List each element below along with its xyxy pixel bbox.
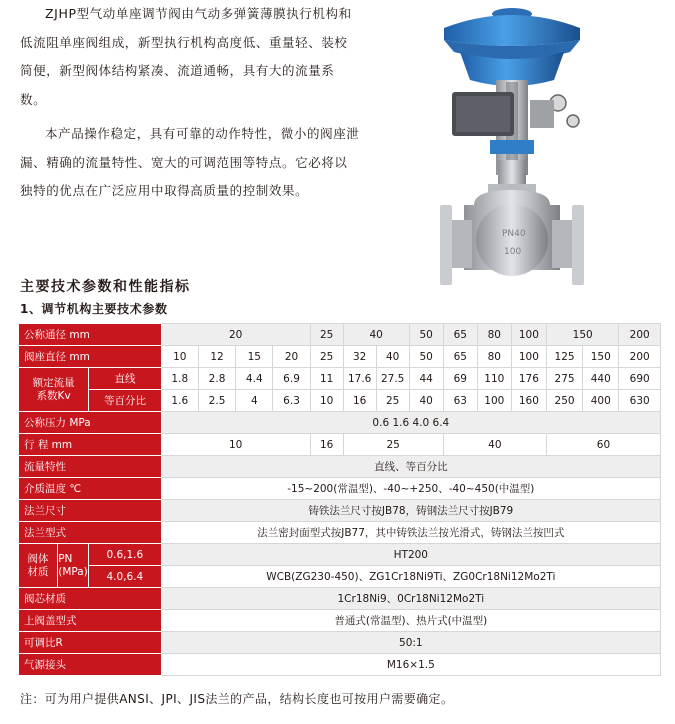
- cell: 0.6 1.6 4.0 6.4: [161, 412, 660, 434]
- intro-paragraph-2: 本产品操作稳定，具有可靠的动作特性，微小的阀座泄漏、精确的流量特性、宽大的可调范围等特点。它必将以独特的优点在广泛应用中取得高质量的控制效果。: [20, 126, 360, 198]
- cell: WCB(ZG230-450)、ZG1Cr18Ni9Ti、ZG0Cr18Ni12Mo2Ti: [161, 566, 660, 588]
- cell: 16: [343, 390, 376, 412]
- cell: 200: [619, 346, 661, 368]
- cell: 40: [443, 434, 546, 456]
- cell: 25: [376, 390, 409, 412]
- cell: 20: [273, 346, 310, 368]
- cell: 25: [310, 324, 343, 346]
- intro-text: [20, 0, 360, 206]
- cell: 20: [161, 324, 310, 346]
- label-nominal-diameter: 公称通径 mm: [19, 324, 162, 346]
- cell: 125: [546, 346, 582, 368]
- label-core-material: 阀芯材质: [19, 588, 162, 610]
- spec-table: [18, 323, 661, 676]
- cell: 15: [236, 346, 273, 368]
- casting-mark-size: 100: [504, 247, 522, 257]
- cell: 250: [546, 390, 582, 412]
- row-body-material-1: [19, 544, 661, 566]
- cell: 17.6: [343, 368, 376, 390]
- cell: 50:1: [161, 632, 660, 654]
- cell: 44: [409, 368, 443, 390]
- label-kv-linear: 直线: [89, 368, 161, 390]
- cell: 25: [343, 434, 443, 456]
- subsection-title: 1、调节机构主要技术参数: [20, 302, 168, 316]
- row-pressure: [19, 412, 661, 434]
- cell: 690: [619, 368, 661, 390]
- cell: -15~200(常温型)、-40~+250、-40~450(中温型): [161, 478, 660, 500]
- row-nominal-diameter: [19, 324, 661, 346]
- cell: 25: [310, 346, 343, 368]
- cell: 50: [409, 346, 443, 368]
- cell: 27.5: [376, 368, 409, 390]
- label-pn-high: 4.0,6.4: [106, 570, 144, 583]
- label-body-material-group: [19, 544, 162, 588]
- row-temperature: [19, 478, 661, 500]
- row-bonnet: [19, 610, 661, 632]
- cell: 100: [511, 324, 546, 346]
- label-travel: 行 程 mm: [19, 434, 162, 456]
- label-kv-percent: 等百分比: [89, 390, 161, 412]
- cell: 32: [343, 346, 376, 368]
- cell: 150: [583, 346, 619, 368]
- row-kv-percent: [19, 390, 661, 412]
- cell: 4: [236, 390, 273, 412]
- cell: 69: [443, 368, 477, 390]
- cell: 直线、等百分比: [161, 456, 660, 478]
- cell: 440: [583, 368, 619, 390]
- cell: 200: [619, 324, 661, 346]
- label-pn-low: 0.6,1.6: [89, 544, 161, 566]
- label-flange-type: 法兰型式: [19, 522, 162, 544]
- cell: 4.4: [236, 368, 273, 390]
- cell: 630: [619, 390, 661, 412]
- cell: 400: [583, 390, 619, 412]
- section-title: 主要技术参数和性能指标: [20, 279, 191, 295]
- cell: 100: [511, 346, 546, 368]
- cell: 160: [511, 390, 546, 412]
- cell: 10: [310, 390, 343, 412]
- row-core-material: [19, 588, 661, 610]
- row-flange-type: [19, 522, 661, 544]
- label-flow-characteristic: 流量特性: [19, 456, 162, 478]
- label-body-material: 阀体 材质: [19, 544, 58, 587]
- row-travel: [19, 434, 661, 456]
- cell: 12: [198, 346, 235, 368]
- cell: 40: [409, 390, 443, 412]
- cell: 铸铁法兰尺寸按JB78，铸钢法兰尺寸按JB79: [161, 500, 660, 522]
- cell: 6.3: [273, 390, 310, 412]
- intro-paragraph-1: ZJHP型气动单座调节阀由气动多弹簧薄膜执行机构和低流阻单座阀组成，新型执行机构高度低、重量轻、装校简便，新型阀体结构紧凑、流道通畅，具有大的流量系数。: [20, 6, 352, 107]
- casting-mark-pn: PN40: [502, 229, 526, 239]
- row-air-connection: [19, 654, 661, 676]
- cell: 2.5: [198, 390, 235, 412]
- cell: 100: [477, 390, 511, 412]
- label-temperature: 介质温度 ℃: [19, 478, 162, 500]
- cell: 50: [409, 324, 443, 346]
- cell: 6.9: [273, 368, 310, 390]
- label-seat-diameter: 阀座直径 mm: [19, 346, 162, 368]
- cell: HT200: [161, 544, 660, 566]
- cell: 1Cr18Ni9、0Cr18Ni12Mo2Ti: [161, 588, 660, 610]
- label-kv: 额定流量 系数Kv: [19, 368, 89, 412]
- cell: 65: [443, 346, 477, 368]
- cell: 110: [477, 368, 511, 390]
- cell: 60: [546, 434, 660, 456]
- label-rangeability: 可调比R: [19, 632, 162, 654]
- row-flow-characteristic: [19, 456, 661, 478]
- label-air-connection: 气源接头: [19, 654, 162, 676]
- row-kv-linear: [19, 368, 661, 390]
- cell: 176: [511, 368, 546, 390]
- cell: 150: [546, 324, 618, 346]
- cell: 80: [477, 346, 511, 368]
- cell: 275: [546, 368, 582, 390]
- cell: 16: [310, 434, 343, 456]
- cell: 40: [343, 324, 409, 346]
- cell: 40: [376, 346, 409, 368]
- cell: M16×1.5: [161, 654, 660, 676]
- cell: 80: [477, 324, 511, 346]
- cell: 65: [443, 324, 477, 346]
- cell: 法兰密封面型式按JB77，其中铸铁法兰按光滑式，铸钢法兰按凹式: [161, 522, 660, 544]
- row-seat-diameter: [19, 346, 661, 368]
- cell: 10: [161, 434, 310, 456]
- row-rangeability: [19, 632, 661, 654]
- cell: 普通式(常温型)、热片式(中温型): [161, 610, 660, 632]
- cell: 1.8: [161, 368, 198, 390]
- label-bonnet: 上阀盖型式: [19, 610, 162, 632]
- label-flange-size: 法兰尺寸: [19, 500, 162, 522]
- control-valve-image: [430, 0, 590, 290]
- cell: 2.8: [198, 368, 235, 390]
- cell: 10: [161, 346, 198, 368]
- cell: 1.6: [161, 390, 198, 412]
- cell: 11: [310, 368, 343, 390]
- footnote: 注：可为用户提供ANSI、JPI、JIS法兰的产品，结构长度也可按用户需要确定。: [20, 692, 454, 706]
- cell: 63: [443, 390, 477, 412]
- row-flange-size: [19, 500, 661, 522]
- label-pressure: 公称压力 MPa: [19, 412, 162, 434]
- label-pn: PN (MPa): [58, 544, 89, 587]
